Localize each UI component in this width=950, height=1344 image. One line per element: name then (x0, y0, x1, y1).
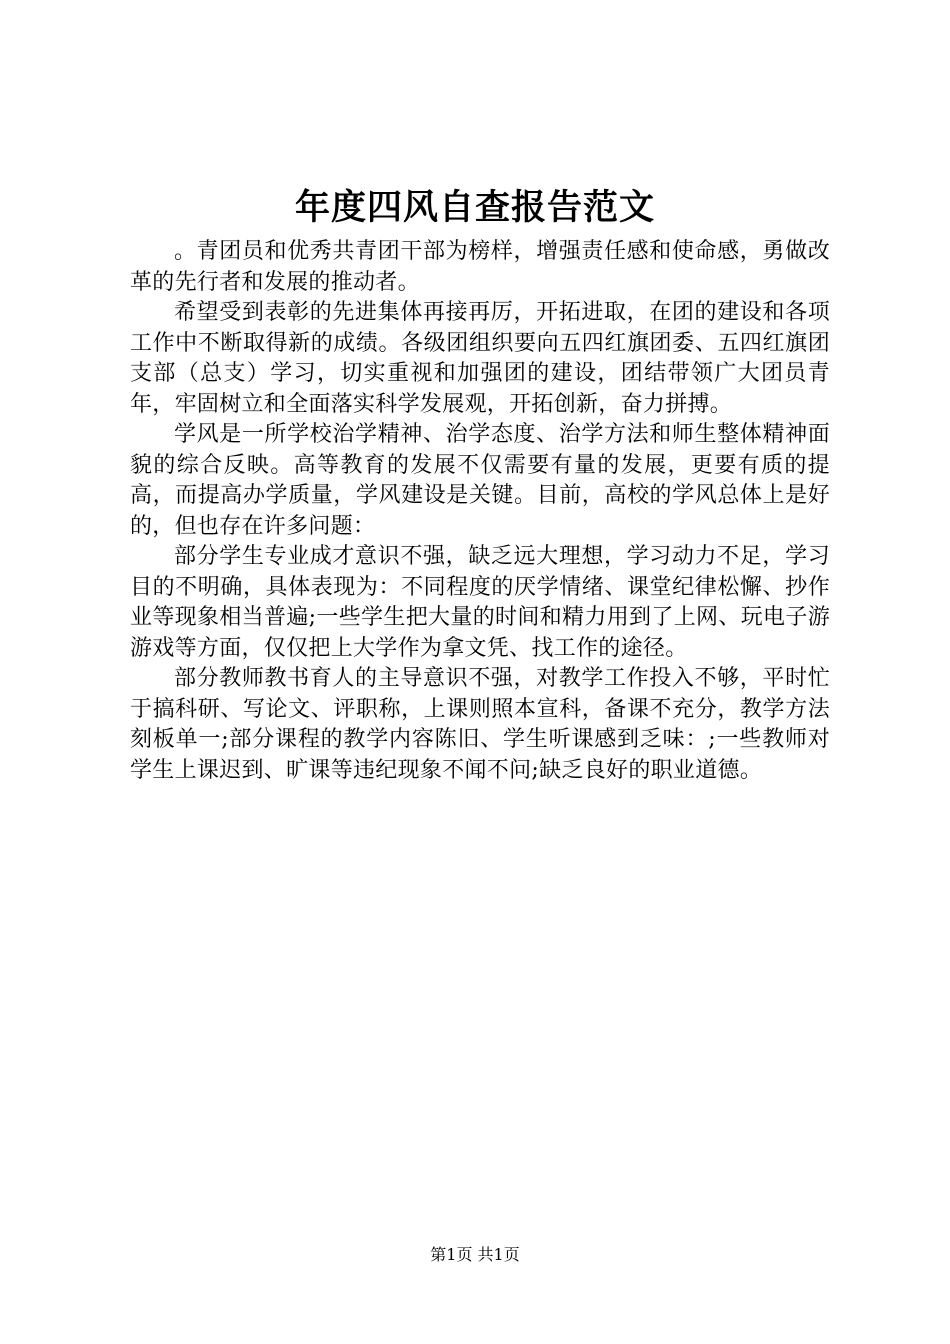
page-number-footer: 第1页 共1页 (430, 1245, 520, 1264)
document-title: 年度四风自查报告范文 (294, 187, 655, 228)
paragraph-4: 部分学生专业成才意识不强，缺乏远大理想，学习动力不足，学习目的不明确，具体表现为：不同程度的厌学情绪、课堂纪律松懈、抄作业等现象相当普遍;一些学生把大量的时间和精力用到了上网、玩电子游游戏等方面，仅仅把上大学作为拿文凭、找工作的途径。 (130, 544, 830, 661)
document-body (130, 237, 830, 786)
paragraph-5: 部分教师教书育人的主导意识不强，对教学工作投入不够，平时忙于搞科研、写论文、评职称，上课则照本宣科，备课不充分，教学方法刻板单一;部分课程的教学内容陈旧、学生听课感到乏味：;一些教师对学生上课迟到、旷课等违纪现象不闻不问;缺乏良好的职业道德。 (130, 666, 830, 783)
paragraph-2: 希望受到表彰的先进集体再接再厉，开拓进取，在团的建设和各项工作中不断取得新的成绩。各级团组织要向五四红旗团委、五四红旗团支部（总支）学习，切实重视和加强团的建设，团结带领广大团员青年，牢固树立和全面落实科学发展观，开拓创新，奋力拼搏。 (130, 300, 830, 417)
paragraph-3: 学风是一所学校治学精神、治学态度、治学方法和师生整体精神面貌的综合反映。高等教育的发展不仅需要有量的发展，更要有质的提高，而提高办学质量，学风建设是关键。目前，高校的学风总体上是好的，但也存在许多问题： (130, 422, 830, 539)
paragraph-1: 。青团员和优秀共青团干部为榜样，增强责任感和使命感，勇做改革的先行者和发展的推动者。 (130, 239, 830, 295)
